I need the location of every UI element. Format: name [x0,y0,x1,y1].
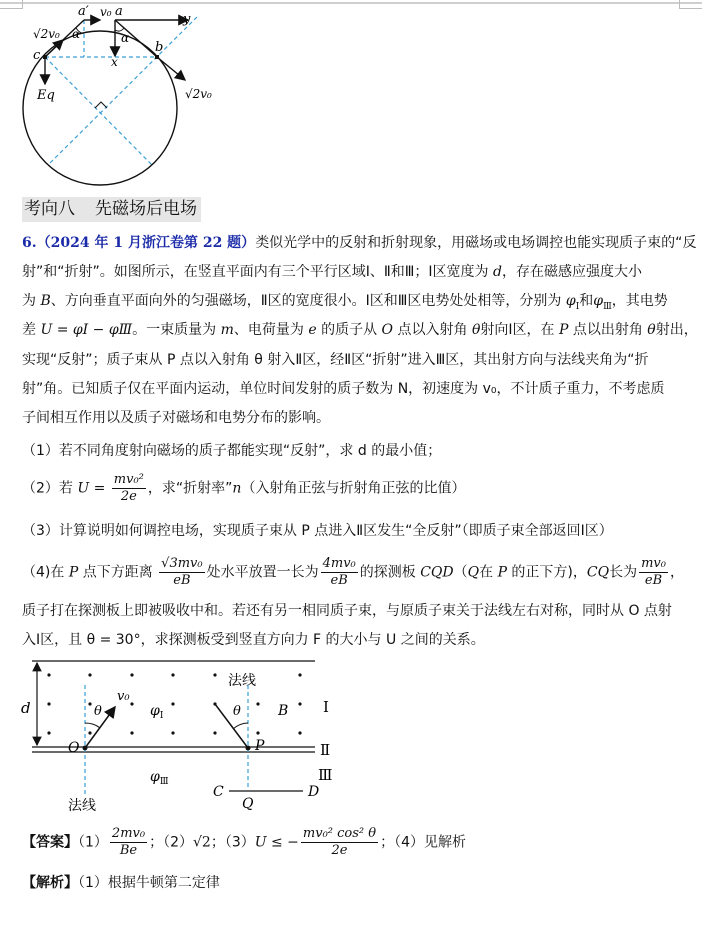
var-e: e [308,322,317,338]
answer-part-label: ；（2） [149,834,193,851]
question-2-text: ，求“折射率” [147,480,233,497]
label-D: D [308,784,320,800]
problem-line-1 [22,232,696,252]
question-3-text: （3）计算说明如何调控电场，实现质子束从 P 点进入Ⅱ区发生“全反射”（即质子束全部返回Ⅰ区） [22,523,613,539]
label-C: C [213,784,224,800]
question-2-text: （入射角正弦与折射角正弦的比值） [241,480,466,497]
question-4-line-1 [22,556,684,589]
fraction-sqrt3mv0-over-eB [159,556,204,589]
section-heading-label: 考向八 [24,199,75,219]
label-region-2: Ⅱ [320,741,331,759]
var-CQ: CQ [586,564,610,581]
var-n: n [232,480,242,497]
numerator: mv₀² [113,472,144,487]
answer-tag: 【答案】 [22,834,78,851]
var-P: P [497,564,507,581]
figure-region-diagram [20,655,350,815]
var-U: U = [77,480,110,497]
problem-text: 射向Ⅰ区，在 [480,322,559,338]
problem-text: 、电荷量为 [233,322,309,338]
problem-text: 类似光学中的反射和折射现象，用磁场或电场调控也能实现质子束的“反 [255,235,697,251]
problem-text: 的质子从 [316,322,382,338]
var-m: m [220,322,234,338]
label-phi3: $\varphi_Ⅲ$ [150,769,169,787]
numerator: mv₀² cos² θ [302,826,377,841]
label-alpha-left: α [72,27,81,41]
answer-3-lhs: U ≤ − [254,834,299,851]
problem-text: 为 [22,293,41,309]
fraction-mv0sq-over-2e [112,472,146,505]
question-4-text: （ [453,564,468,581]
section-heading [22,197,201,222]
problem-text: ，存在磁感应强度大小 [501,264,642,280]
label-d: d [21,699,31,717]
problem-line-6 [22,378,665,398]
equation-U: U = φⅠ − φⅢ [40,322,133,338]
label-phi1: $\varphi_Ⅰ$ [150,703,164,721]
numerator: √3mv₀ [161,556,203,571]
problem-text: 实现“反射”；质子束从 P 点以入射角 θ 射入Ⅱ区，经Ⅱ区“折射”进入Ⅲ区，其出射方向与法线夹角为“折 [22,352,649,368]
label-v0: v₀ [117,689,130,704]
var-phi3: φ [593,293,604,309]
section-heading-title: 先磁场后电场 [95,199,197,219]
analysis-tag: 【解析】 [22,875,78,891]
fraction-mv0-over-eB [639,556,668,589]
problem-text: 点以出射角 [568,322,648,338]
numerator: mv₀ [641,556,666,571]
question-4-line-2 [22,600,672,620]
question-4-text: 的探测板 [359,564,421,581]
answer-part-label: （1） [78,834,108,851]
question-4-line-3 [22,629,485,649]
denominator: eB [644,573,663,588]
label-normal-bottom: 法线 [68,798,96,814]
var-theta: θ [647,322,656,338]
label-B: B [278,703,289,719]
problem-line-5 [22,349,649,369]
question-4-text: 的正下方)， [506,564,587,581]
question-3 [22,520,613,540]
question-4-prefix: （4)在 [22,564,69,581]
problem-number: 6. [22,235,37,251]
problem-text: 差 [22,322,41,338]
label-theta-right: θ [233,704,241,719]
answer-part-label: ；（3） [210,834,255,851]
label-sqrt2v0-right: √2v₀ [185,87,212,101]
denominator: Be [119,843,138,858]
question-1-text: （1）若不同角度射向磁场的质子都能实现“反射”，求 d 的最小值； [22,443,442,459]
label-Q: Q [242,796,254,812]
var-P: P [68,564,79,581]
label-P: P [255,738,265,754]
label-alpha-right: α [121,31,130,45]
label-theta-left: θ [94,704,102,719]
answer-1-fraction [110,826,147,859]
label-y: y [183,12,191,27]
problem-text: ，其电势 [611,293,668,309]
answer-part-label: ；（4）见解析 [380,834,467,851]
question-4-text: 入Ⅰ区，且 θ = 30°，求探测板受到竖直方向力 F 的大小与 U 之间的关系。 [22,632,485,648]
question-4-text: 在 [479,564,498,581]
problem-source: （2024 年 1 月浙江卷第 22 题） [36,235,256,251]
problem-text: 、方向垂直平面向外的匀强磁场，Ⅱ区的宽度很小。Ⅰ区和Ⅲ区电势处处相等，分别为 [50,293,566,309]
question-4-text: 点下方距离 [78,564,158,581]
page-corner-mark-right [679,0,702,9]
problem-line-3 [22,290,668,312]
denominator: eB [173,573,191,588]
label-b: b [155,40,164,55]
var-Q: Q [467,564,480,581]
var-B: B [40,293,51,309]
problem-line-4 [22,319,698,339]
question-4-text: 长为 [609,564,638,581]
var-O: O [381,322,394,338]
label-a: a [115,4,123,19]
problem-text: 点以入射角 [393,322,472,338]
question-4-text: 处水平放置一长为 [206,564,319,581]
answer-line [22,826,466,859]
label-sqrt2v0-left: √2v₀ [33,27,60,41]
subscript: Ⅰ [575,301,580,312]
problem-text: 子间相互作用以及质子对磁场和电势分布的影响。 [22,410,330,426]
var-CQD: CQD [420,564,454,581]
answer-2-value: √2 [193,834,211,851]
denominator: 2e [331,843,348,858]
numerator: 2mv₀ [111,826,146,841]
question-4-text: 质子打在探测板上即被吸收中和。若还有另一相同质子束，与原质子束关于法线左右对称，同时从 O 点射 [22,603,672,619]
var-d: d [493,264,502,280]
label-region-3: Ⅲ [318,766,333,784]
label-x: x [111,55,118,69]
numerator: 4mv₀ [322,556,356,571]
problem-text: 射”和“折射”。如图所示，在竖直平面内有三个平行区域Ⅰ、Ⅱ和Ⅲ；Ⅰ区宽度为 [22,264,494,280]
denominator: 2e [120,489,137,504]
subscript: Ⅲ [603,301,612,312]
problem-text: 和 [579,293,594,309]
question-2 [22,472,465,505]
analysis-text: （1）根据牛顿第二定律 [78,875,220,891]
label-normal-top: 法线 [228,673,256,689]
label-a-prime: a′ [78,4,89,19]
question-1 [22,440,441,460]
problem-text: 射”角。已知质子仅在平面内运动，单位时间发射的质子数为 N，初速度为 v₀，不计质子重力，不考虑质 [22,381,665,397]
label-region-1: Ⅰ [323,698,329,716]
denominator: eB [330,573,348,588]
problem-text: 。一束质量为 [132,322,221,338]
answer-3-fraction [301,826,378,859]
var-P: P [558,322,569,338]
label-v0-top: v₀ [100,5,112,19]
problem-line-7 [22,407,330,427]
fraction-4mv0-over-eB [321,556,358,589]
question-2-prefix: （2）若 [22,480,78,497]
problem-line-2 [22,261,642,281]
problem-text: 射出， [655,322,698,338]
label-Eq: Eq [37,88,55,103]
label-c: c [33,48,41,63]
var-theta: θ [471,322,481,338]
label-O: O [68,740,80,756]
analysis-line [22,872,220,892]
figure-circular-trajectory [0,0,250,195]
var-phi1: φ [565,293,576,309]
question-4-text: ， [670,564,684,581]
